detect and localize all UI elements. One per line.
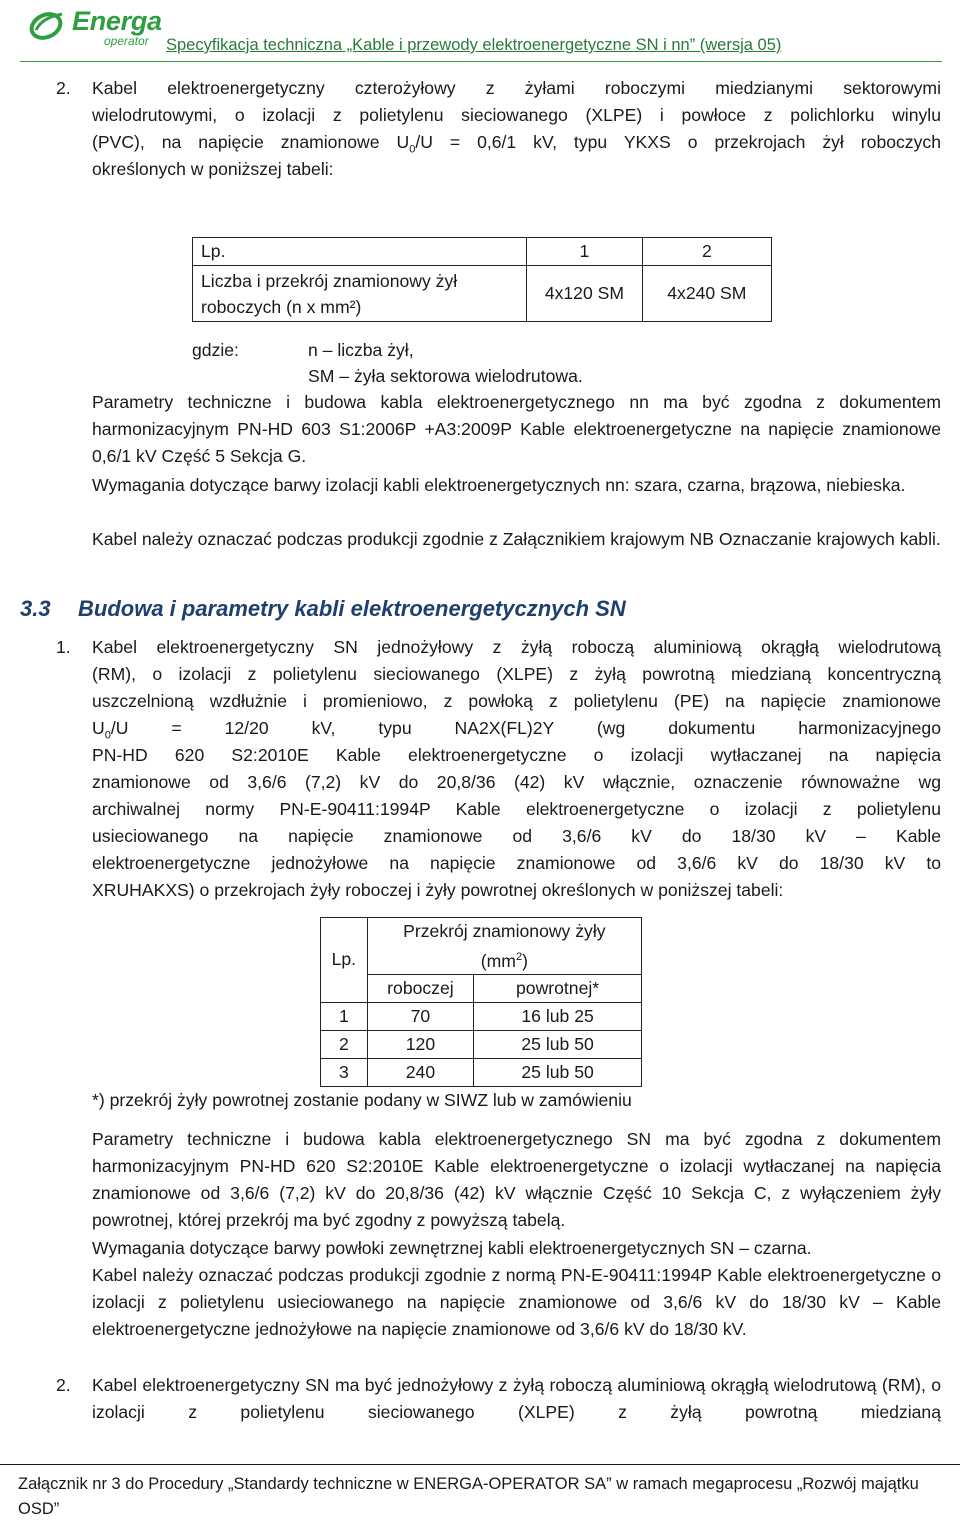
table-header-cell: Lp.: [321, 918, 368, 1003]
table-row-label: Liczba i przekrój znamionowy żył roboczych (n x mm²): [193, 266, 527, 322]
energa-logo: [28, 6, 168, 46]
table-header-cell: powrotnej*: [474, 974, 642, 1002]
table-header-cell: Lp.: [193, 238, 527, 266]
table-row: [321, 1058, 642, 1086]
group-header-unit: [481, 951, 528, 971]
text-fragment: U: [92, 718, 105, 738]
table-row: [321, 1030, 642, 1058]
footer-divider: [0, 1464, 960, 1465]
paragraph-line: określonych w poniższej tabeli:: [92, 159, 334, 179]
paragraph-marking: Kabel należy oznaczać podczas produkcji zgodnie z Załącznikiem krajowym NB Oznaczanie krajowych kabli.: [92, 529, 941, 549]
legend-item: SM – żyła sektorowa wielodrutowa.: [308, 366, 583, 386]
table-group-header: [367, 918, 641, 975]
text-fragment: /U = 0,6/1 kV, typu YKXS o przekrojach żył roboczych: [415, 132, 941, 152]
table-cell: 4x120 SM: [527, 266, 643, 322]
text-fragment: (PVC), na napięcie znamionowe U: [92, 132, 410, 152]
footer-text: Załącznik nr 3 do Procedury „Standardy techniczne w ENERGA-OPERATOR SA” w ramach megaprocesu „Rozwój majątku OSD”: [18, 1475, 919, 1518]
table-header-cell: 1: [527, 238, 643, 266]
paragraph-parameters: Parametry techniczne i budowa kabla elektroenergetycznego nn ma być zgodna z dokumentem harmonizacyjnym PN-HD 603 S1:2006P +A3:2009P Kable elektroenergetyczne na napięcie znamionowe 0,6/1 kV Część 5 Sekcja G.: [92, 392, 941, 466]
table-cell: 25 lub 50: [474, 1058, 642, 1086]
conductor-table: [192, 237, 772, 322]
table-footnote: *) przekrój żyły powrotnej zostanie podany w SIWZ lub w zamówieniu: [92, 1090, 632, 1110]
table-cell: 1: [321, 1002, 368, 1030]
superscript: 2: [515, 951, 523, 963]
paragraph-line: XRUHAKXS) o przekrojach żyły roboczej i żyły powrotnej określonych w poniższej tabeli:: [92, 880, 784, 900]
paragraph-parameters: Parametry techniczne i budowa kabla elektroenergetycznego SN ma być zgodna z dokumentem harmonizacyjnym PN-HD 620 S2:2010E Kable elektroenergetyczne o izolacji wytłaczanej na napięcia znamionowe od 3,6/6 (7,2) kV do 20,8/36 (42) kV włącznie Część 10 Sekcja C, z wyłączeniem żyły powrotnej, której przekrój ma być zgodny z powyższą tabelą.: [92, 1129, 941, 1230]
section-number: 3.3: [20, 596, 51, 621]
text-fragment: /U = 12/20 kV, typu NA2X(FL)2Y (wg dokumentu harmonizacyjnego: [110, 718, 941, 738]
list-number: 2.: [56, 1375, 71, 1395]
list-number: 2.: [56, 78, 71, 98]
paragraph-line: archiwalnej normy PN-E-90411:1994P Kable elektroenergetyczne o izolacji z polietylenu: [92, 799, 941, 819]
list-number: 1.: [56, 637, 71, 657]
paragraph-line: Kabel elektroenergetyczny czterożyłowy z żyłami roboczymi miedzianymi sektorowymi: [92, 78, 941, 98]
paragraph-line: wielodrutowymi, o izolacji z polietylenu sieciowanego (XLPE) i powłoce z polichlorku winylu: [92, 105, 941, 125]
table-cell: 70: [367, 1002, 473, 1030]
paragraph-colors: Wymagania dotyczące barwy izolacji kabli elektroenergetycznych nn: szara, czarna, brązowa, niebieska.: [92, 475, 906, 495]
table-header-cell: roboczej: [367, 974, 473, 1002]
paragraph-line: Kabel elektroenergetyczny SN jednożyłowy z żyłą roboczą aluminiową okrągłą wielodrutową: [92, 637, 941, 657]
paragraph-line: elektroenergetyczne jednożyłowe na napięcie znamionowe od 3,6/6 kV do 18/30 kV to: [92, 853, 941, 873]
legend-item: n – liczba żył,: [308, 340, 414, 360]
document-header-title: Specyfikacja techniczna „Kable i przewody elektroenergetyczne SN i nn” (wersja 05): [166, 36, 782, 54]
table-row: [321, 1002, 642, 1030]
paragraph-marking: Kabel należy oznaczać podczas produkcji zgodnie z normą PN-E-90411:1994P Kable elektroenergetyczne o izolacji z polietylenu usieciowanego na napięcie znamionowe od 3,6/6 kV do 18/30 kV – Kable elektroenergetyczne jednożyłowe na napięcie znamionowe od 3,6/6 kV do 18/30 kV.: [92, 1265, 941, 1339]
subscript: 0: [104, 729, 111, 742]
table-cell: 3: [321, 1058, 368, 1086]
table-cell: 240: [367, 1058, 473, 1086]
table-cell: 16 lub 25: [474, 1002, 642, 1030]
paragraph-line: PN-HD 620 S2:2010E Kable elektroenergetyczne o izolacji wytłaczanej na napięcia: [92, 745, 941, 765]
table-cell: 4x240 SM: [642, 266, 771, 322]
paragraph-line: uszczelnioną wzdłużnie i promieniowo, z powłoką z polietylenu (PE) na napięcie znamionowe: [92, 691, 941, 711]
unit-fragment: ): [522, 950, 528, 971]
table-cell: 25 lub 50: [474, 1030, 642, 1058]
header-divider: [20, 61, 942, 62]
unit-fragment: (mm: [480, 950, 516, 971]
logo-name: Energa: [72, 6, 162, 36]
table-header-cell: 2: [642, 238, 771, 266]
paragraph-line: usieciowanego na napięcie znamionowe od 3,6/6 kV do 18/30 kV – Kable: [92, 826, 941, 846]
group-header-text: Przekrój znamionowy żyły: [403, 921, 606, 941]
table-cell: 2: [321, 1030, 368, 1058]
section-title: Budowa i parametry kabli elektroenergetycznych SN: [78, 596, 626, 621]
logo-subtitle: operator: [104, 34, 149, 48]
cross-section-table: [320, 917, 642, 1087]
legend-label: gdzie:: [192, 340, 239, 360]
energa-leaf-icon: [28, 8, 68, 44]
table-cell: 120: [367, 1030, 473, 1058]
section-heading: [20, 596, 626, 622]
paragraph-colors: Wymagania dotyczące barwy powłoki zewnętrznej kabli elektroenergetycznych SN – czarna.: [92, 1238, 812, 1258]
paragraph-line: znamionowe od 3,6/6 (7,2) kV do 20,8/36 (42) kV włącznie, oznaczenie równoważne wg: [92, 772, 941, 792]
paragraph-item2: Kabel elektroenergetyczny SN ma być jednożyłowy z żyłą roboczą aluminiową okrągłą wielodrutową (RM), o izolacji z polietylenu sieciowanego (XLPE) z żyłą powrotną miedzianą: [92, 1375, 941, 1422]
paragraph-line: (RM), o izolacji z polietylenu sieciowanego (XLPE) z żyłą powrotną miedzianą koncentryczną: [92, 664, 941, 684]
subscript: 0: [409, 143, 416, 156]
